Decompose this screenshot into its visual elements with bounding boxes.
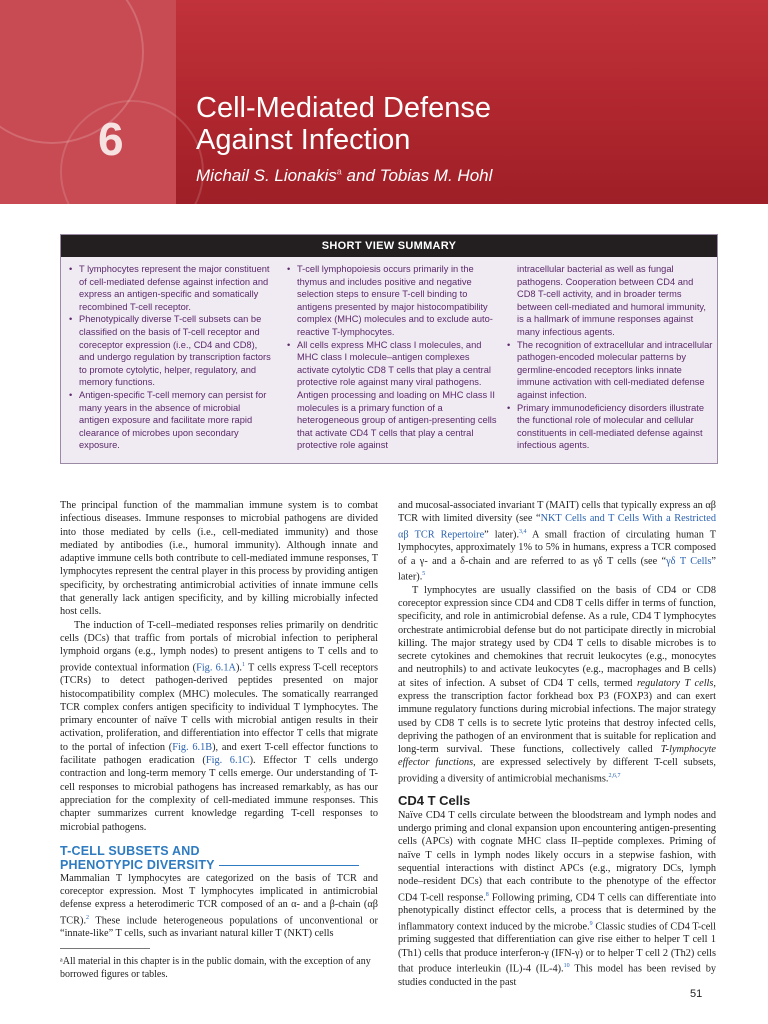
page-number: 51 xyxy=(690,988,703,1000)
paragraph: T lymphocytes are usually classified on the basis of CD4 or CD8 coreceptor expression since CD4 and CD8 T cells differ in terms of function, specificity, and role in antimicrobial defense. As a rule, CD4 T lymphocytes orchestrate antimicrobial defense but do not participate directly in microbial killing. The major strategy used by CD4 T cells to disable microbes is to secrete cytokines and chemokines that recruit leukocytes (e.g., monocytes and neutrophils) to and activate leukocytes (e.g., macrophages and B cells) at sites of infection. A subset of CD4 T cells, termed regulatory T cells, express the transcription factor forkhead box P3 (FOXP3) and can exert immune regulatory functions during microbial infections. The major strategy used by CD8 T cells is to secrete lytic proteins that destroy infected cells, depriving the pathogen of an environment that is suitable for replication and long-term survival. These functions, collectively called T-lymphocyte effector functions, are expressed selectively by different T-cell subsets, providing a diversity of antimicrobial mechanisms.$^{2,6,7}$ xyxy=(398,584,716,785)
section-rule xyxy=(219,865,359,866)
citation-link[interactable]: 5 xyxy=(422,570,426,577)
summary-column-1 xyxy=(67,263,273,452)
citation-link[interactable]: 10 xyxy=(563,962,570,969)
summary-heading: SHORT VIEW SUMMARY xyxy=(61,235,717,257)
chapter-title xyxy=(196,92,736,156)
chapter-number: 6 xyxy=(98,113,124,165)
body-column-left xyxy=(60,499,378,941)
summary-item: • Primary immunodeficiency disorders illustrate the functional role of molecular and cellular constituents in cell-mediated defense against infectious agents. xyxy=(507,402,705,451)
summary-item: • All cells express MHC class I molecules, and MHC class I molecule–antigen complexes activate cytolytic CD8 T cells that play a central protective role against many viral pathogens. Antigen processing and loading on MHC class II molecules is a primary function of a heterogeneous group of antigen-presenting cells that activate CD4 T cells that play a central protective role against xyxy=(287,339,497,451)
banner-decoration xyxy=(0,0,176,204)
paragraph: The principal function of the mammalian immune system is to combat infectious diseases. Immune responses to microbial pathogens are divided into those mediated by cells (i.e., cell-mediated immunity) and those mediated by antibodies (i.e., humoral immunity). Although innate and adaptive immune cells both contribute to cell-mediated immune responses, T lymphocytes represent the central player in this process by providing antigen specificity, by orchestrating antimicrobial activities of innate immune cells that generally lack antigen specificity, and by killing microbially infected host cells. xyxy=(60,500,378,618)
summary-item: • T-cell lymphopoiesis occurs primarily in the thymus and includes positive and negative selection steps to ensure T-cell binding to antigens presented by major histocompatibility complex (MHC) molecules and to exclude auto-reactive T-lymphocytes. xyxy=(287,264,493,337)
citation-link[interactable]: 2 xyxy=(86,914,90,921)
summary-column-2 xyxy=(285,263,499,452)
section-heading: T-CELL SUBSETS AND PHENOTYPIC DIVERSITY xyxy=(60,844,378,872)
citation-link[interactable]: 1 xyxy=(241,661,245,668)
paragraph: Naïve CD4 T cells circulate between the bloodstream and lymph nodes and undergo priming and clonal expansion upon encountering antigen-presenting cells (APCs) with cognate MHC class II–peptide complexes. Priming of naïve T cells in lymph nodes likely occurs in a stepwise fashion, with sequential interactions with distinct APCs (e.g., migratory DCs, lymph node–resident DCs) that each contribute to the phenotype of the effector CD4 T-cell response.$^8$ Following priming, CD4 T cells can differentiate into phenotypically distinct effector cells, a process that is determined by the inflammatory context induced by the microbe.$^9$ Classic studies of CD4 T-cell priming suggested that differentiation can give rise either to helper T cell 1 (Th1) cells that produce interferon-γ (IFN-γ) or to helper T cell 2 (Th2) cells that produce interleukin (IL)-4 (IL-4).$^{10}$ This model has been revised by studies conducted in the past xyxy=(398,809,717,988)
summary-item-continued: intracellular bacterial as well as fungal pathogens. Cooperation between CD4 and CD8 T-cell activity, and in broader terms between cell-mediated and humoral immunity, is a hallmark of immune responses against many infectious agents. xyxy=(517,264,706,337)
footnote-rule xyxy=(60,948,150,949)
summary-item: • T lymphocytes represent the major constituent of cell-mediated defense against infection and express an antigen-specific and somatically recombined T-cell receptor. xyxy=(69,264,270,312)
citation-link[interactable]: 3,4 xyxy=(519,528,527,535)
author-2: and Tobias M. Hohl xyxy=(346,166,493,185)
citation-link[interactable]: 8 xyxy=(485,891,489,898)
chapter-authors xyxy=(196,166,492,186)
footnote: ᵃAll material in this chapter is in the public domain, with the exception of any borrowed figures or tables. xyxy=(60,956,371,980)
author-1: Michail S. Lionakis xyxy=(196,166,337,185)
chapter-banner xyxy=(0,0,768,204)
paragraph: The induction of T-cell–mediated responses relies primarily on dendritic cells (DCs) that traffic from portals of microbial infection to peripheral lymphoid organs (e.g., lymph nodes) to present antigens to T cells and to provide contextual information (Fig. 6.1A).$^1$ T cells express T-cell receptors (TCRs) to detect pathogen-derived peptides presented on major histocompatibility complex (MHC) molecules. The somatically rearranged TCR complex confers antigen specificity to individual T lymphocytes. The primary encounter of naïve T cells with microbial antigen results in their activation, proliferation, and differentiation into effector T cells that migrate to the portal of infection (Fig. 6.1B), and exert T-cell effector functions to facilitate pathogen eradication (Fig. 6.1C). Effector T cells undergo contraction and long-term memory T cells emerge. Our understanding of T-cell responses to microbial pathogens has increased remarkably, as has our appreciation for the complexity of cell-mediated immune responses. This chapter summarizes current knowledge regarding T-cell responses to microbial pathogens. xyxy=(60,619,379,833)
summary-column-3 xyxy=(505,263,713,452)
section-link[interactable]: NKT Cells and T Cells With a Restricted αβ TCR Repertoire xyxy=(398,513,716,541)
chapter-title-line2: Against Infection xyxy=(196,124,411,156)
section-link[interactable]: γδ T Cells xyxy=(666,555,712,567)
chapter-title-line1: Cell-Mediated Defense xyxy=(196,92,491,124)
citation-link[interactable]: 9 xyxy=(589,920,593,927)
short-view-summary xyxy=(60,234,718,464)
summary-item: • The recognition of extracellular and intracellular pathogen-encoded molecular patterns by germline-encoded receptors links innate immune activation with cell-mediated defense against infection. xyxy=(507,339,713,400)
figure-link[interactable]: Fig. 6.1C xyxy=(205,755,250,767)
subsection-heading: CD4 T Cells xyxy=(398,792,471,808)
paragraph: and mucosal-associated invariant T (MAIT) cells that typically express an αβ TCR with limited diversity (see “NKT Cells and T Cells With a Restricted αβ TCR Repertoire” later).$^{3,4}$ A small fraction of circulating human T lymphocytes, approximately 1% to 5% in humans, express a TCR composed of a γ- and a δ-chain and are referred to as γδ T cells (see “γδ T Cells” later).$^5$ xyxy=(398,500,716,583)
citation-link[interactable]: 2,6,7 xyxy=(608,772,621,779)
summary-item: • Antigen-specific T-cell memory can persist for many years in the absence of microbial antigen exposure and facilitate more rapid clearance of microbes upon secondary exposure. xyxy=(69,389,267,451)
author-footnote-mark: a xyxy=(336,166,342,177)
summary-item: • Phenotypically diverse T-cell subsets can be classified on the basis of T-cell receptor and coreceptor expression (i.e., CD4 and CD8), and undergo regulation by transcription factors to promote cytolytic, helper, regulatory, and memory functions. xyxy=(69,314,271,388)
figure-link[interactable]: Fig. 6.1A xyxy=(196,661,236,673)
body-column-right xyxy=(398,499,716,989)
paragraph: Mammalian T lymphocytes are categorized on the basis of TCR and coreceptor expression. Most T lymphocytes implicated in antimicrobial defense express a heterodimeric TCR composed of an α- and a β-chain (αβ TCR).$^2$ These include heterogeneous populations of unconventional or “innate-like” T cells, such as invariant natural killer T (NKT) cells xyxy=(60,872,378,940)
figure-link[interactable]: Fig. 6.1B xyxy=(172,741,213,753)
